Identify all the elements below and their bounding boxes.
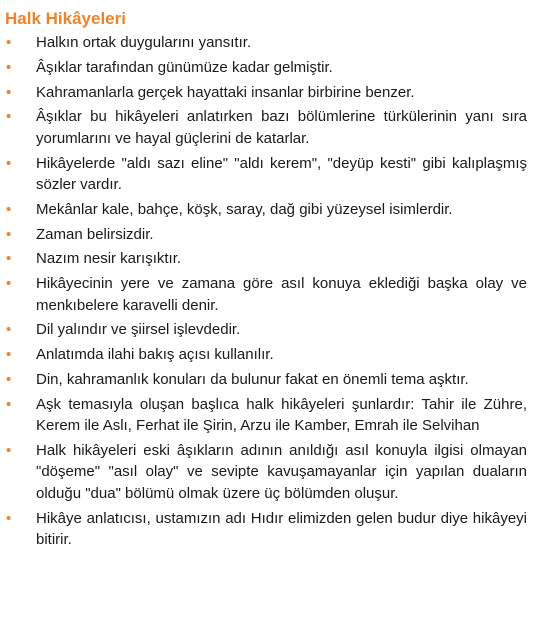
list-item-text: Halkın ortak duygularını yansıtır. (36, 34, 252, 51)
list-item (0, 224, 537, 245)
feature-list (0, 32, 537, 554)
list-item-text: Anlatımda ilahi bakış açısı kullanılır. (36, 346, 274, 364)
list-item (0, 344, 537, 365)
bullet-icon: • (6, 441, 12, 459)
list-item (0, 248, 537, 269)
list-item-text: Zaman belirsizdir. (36, 225, 154, 243)
bullet-icon: • (6, 34, 12, 51)
list-item-text: Mekânlar kale, bahçe, köşk, saray, dağ gibi yüzeysel isimlerdir. (36, 200, 453, 218)
bullet-icon: • (6, 200, 12, 218)
list-item-text: Din, kahramanlık konuları da bulunur fakat en önemli tema aşktır. (36, 370, 469, 388)
list-item-text: Hikâye anlatıcısı, ustamızın adı Hıdır elimizden gelen budur diye hikâyeyi bitirir. (36, 509, 527, 548)
list-item-text: Dil yalındır ve şiirsel işlevdedir. (36, 321, 241, 339)
list-item (0, 32, 537, 53)
bullet-icon: • (6, 509, 12, 527)
list-item (0, 273, 537, 316)
list-item (0, 199, 537, 220)
list-item (0, 106, 537, 149)
bullet-icon: • (6, 58, 12, 76)
bullet-icon: • (6, 275, 12, 293)
bullet-icon: • (6, 83, 12, 101)
list-item-text: Nazım nesir karışıktır. (36, 250, 182, 268)
bullet-icon: • (6, 225, 12, 243)
list-item (0, 440, 537, 504)
bullet-icon: • (6, 370, 12, 388)
list-item (0, 508, 537, 551)
list-item-text: Halk hikâyeleri eski âşıkların adının anıldığı asıl konuyla ilgisi olmayan "döşeme" "asıl olay" ve sevipte kavuşamayanlar için yapılan duaların olduğu "dua" bölümü olmak üzere üç bölümden oluşur. (36, 441, 527, 502)
list-item-text: Aşk temasıyla oluşan başlıca halk hikâyeleri şunlardır: Tahir ile Zühre, Kerem ile Aslı, Ferhat ile Şirin, Arzu ile Kamber, Emrah ile Selvihan (36, 395, 527, 435)
list-item (0, 82, 537, 103)
list-item-text: Hikâyelerde "aldı sazı eline" "aldı kerem", "deyüp kesti" gibi kalıplaşmış sözler vardır. (36, 154, 527, 193)
bullet-icon: • (6, 108, 12, 126)
list-item (0, 57, 537, 78)
bullet-icon: • (6, 250, 12, 268)
bullet-icon: • (6, 321, 12, 339)
list-item (0, 153, 537, 196)
bullet-icon: • (6, 154, 12, 172)
list-item (0, 394, 537, 437)
list-item (0, 319, 537, 340)
list-item-text: Hikâyecinin yere ve zamana göre asıl konuya eklediği başka olay ve menkıbelere karavelli denir. (36, 275, 527, 314)
bullet-icon: • (6, 346, 12, 364)
list-item (0, 369, 537, 390)
bullet-icon: • (6, 395, 12, 413)
list-item-text: Kahramanlarla gerçek hayattaki insanlar birbirine benzer. (36, 83, 415, 101)
section-title: Halk Hikâyeleri (5, 9, 126, 28)
list-item-text: Âşıklar bu hikâyeleri anlatırken bazı bölümlerine türkülerinin yanı sıra yorumlarını ve hayal güçlerini de katarlar. (36, 108, 527, 147)
list-item-text: Âşıklar tarafından günümüze kadar gelmiştir. (36, 58, 333, 76)
